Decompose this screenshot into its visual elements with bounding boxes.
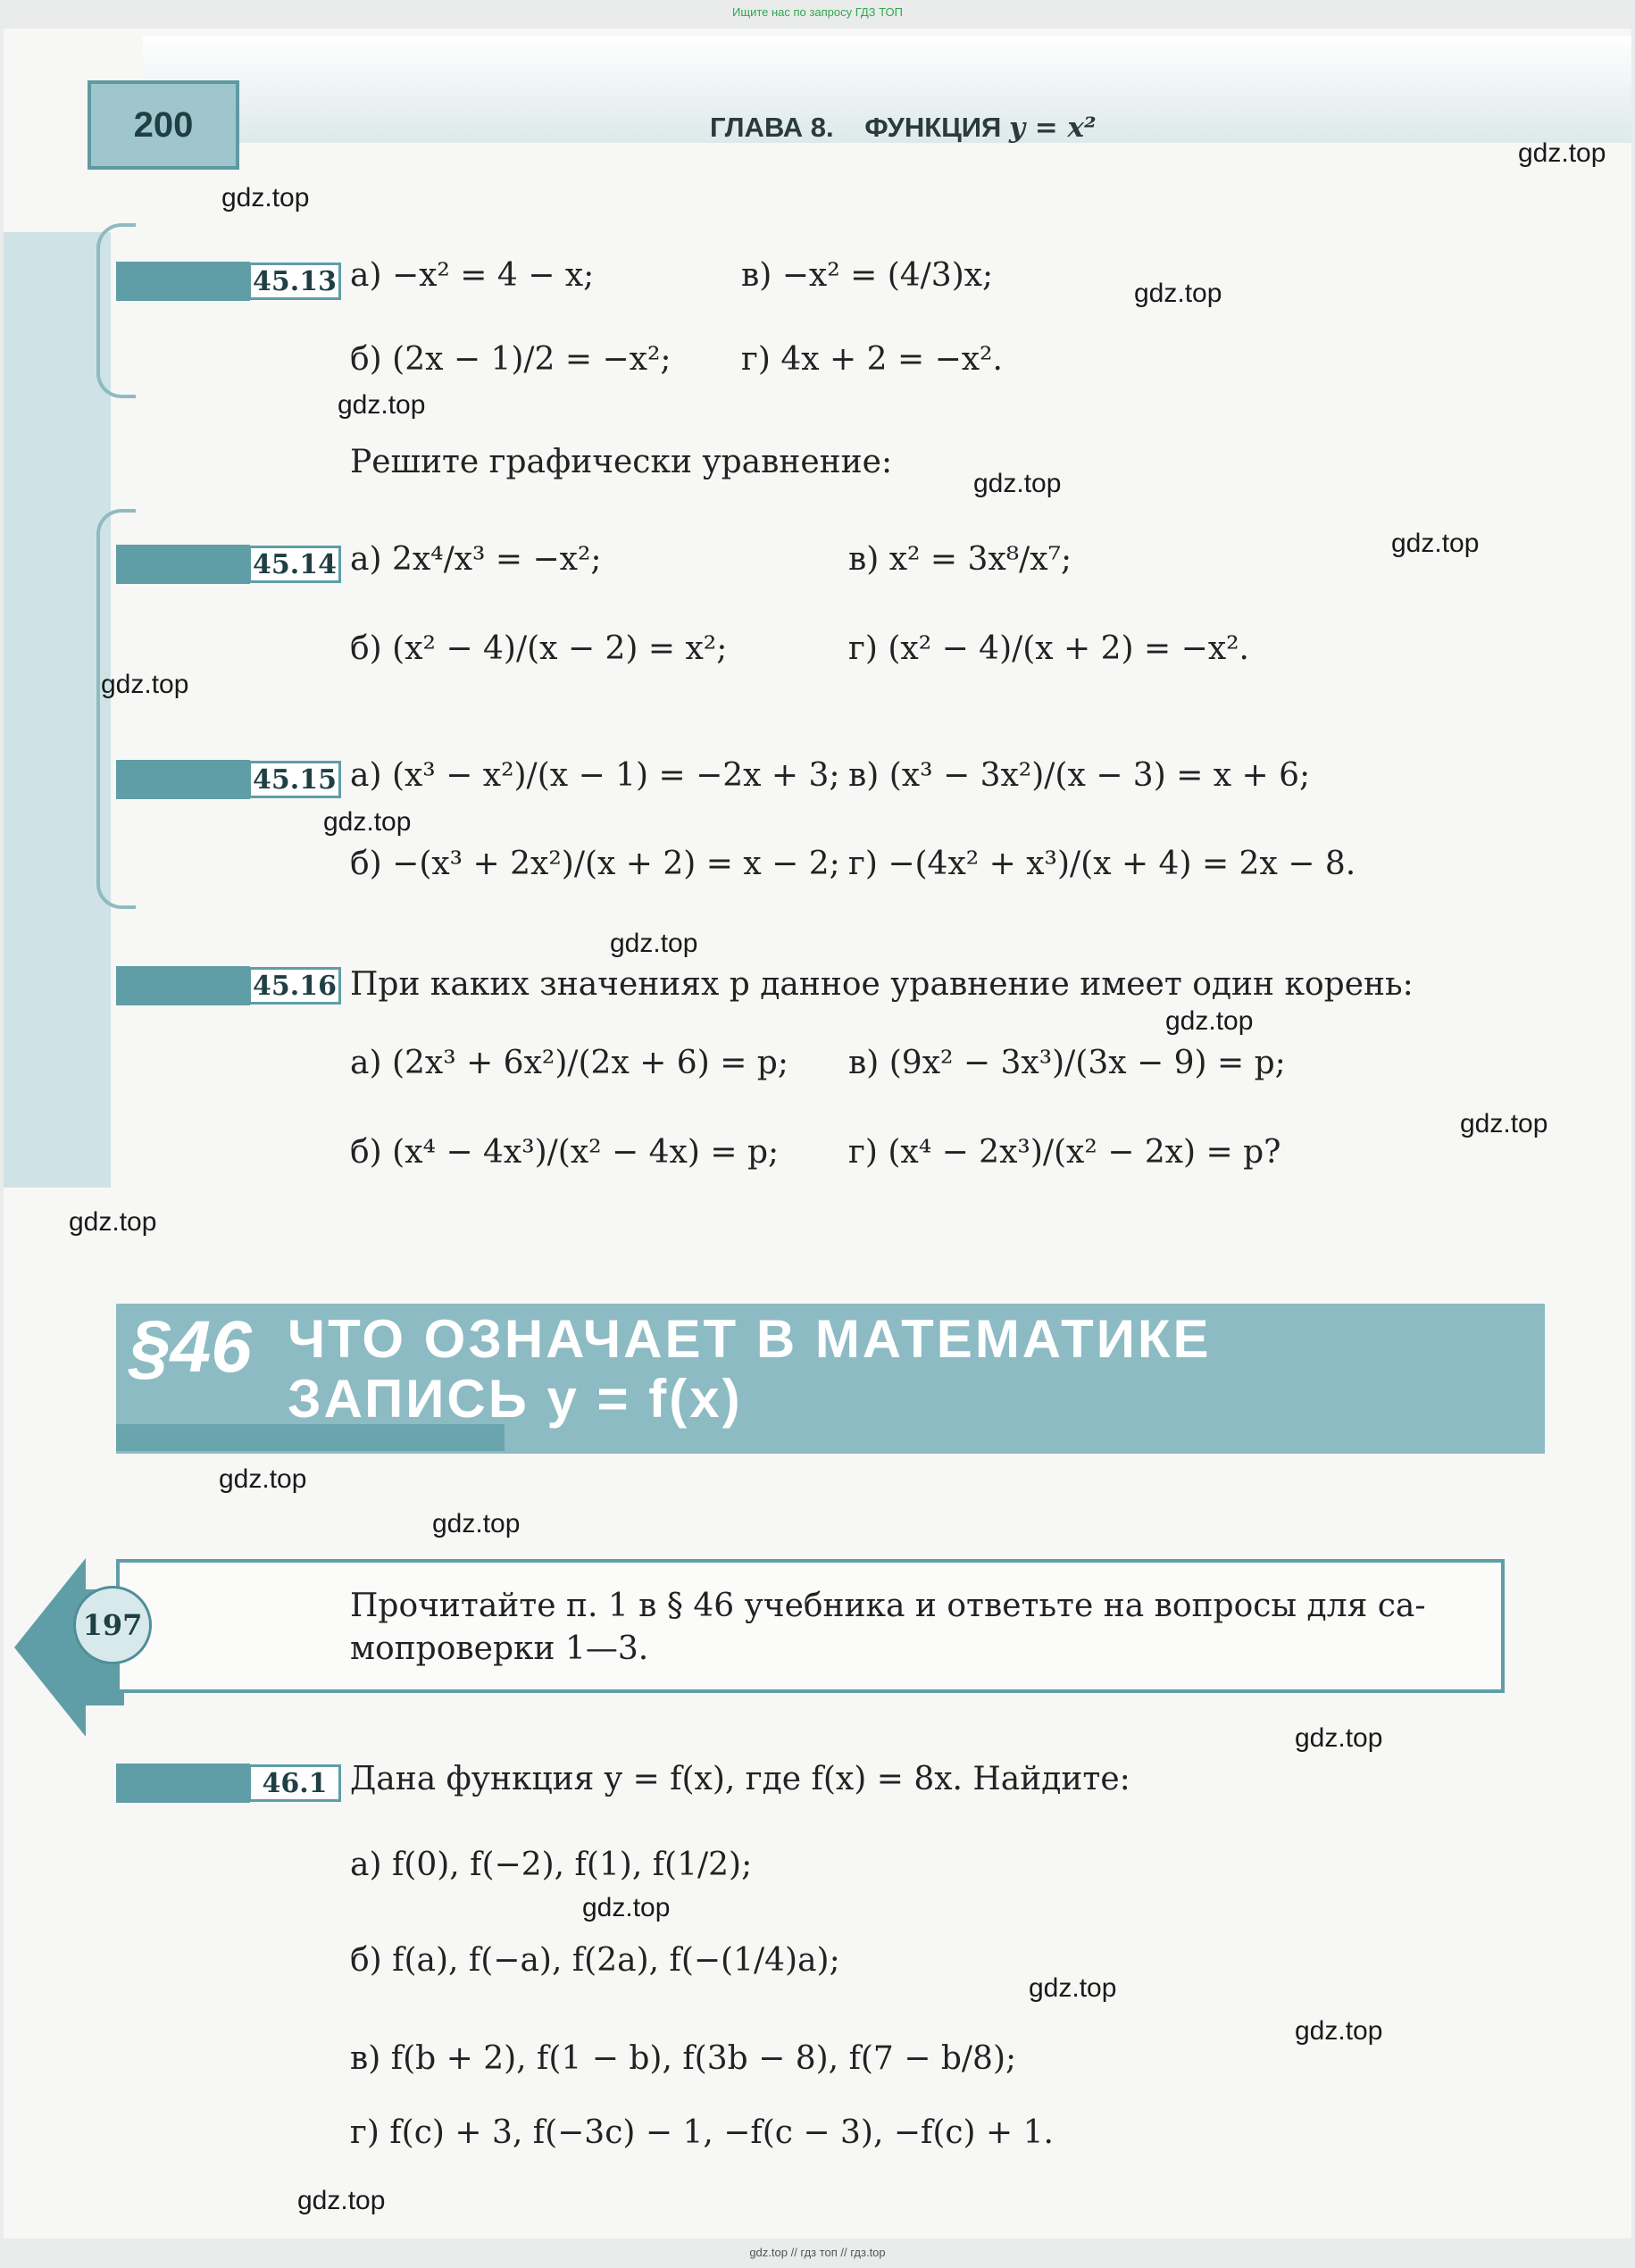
watermark: gdz.top: [1518, 138, 1606, 168]
problem-number: 46.1: [248, 1764, 341, 1802]
top-banner: Ищите нас по запросу ГДЗ ТОП: [732, 5, 903, 19]
instruction-text: Решите графически уравнение:: [350, 444, 893, 480]
tag-bar: [116, 1764, 250, 1803]
watermark: gdz.top: [69, 1207, 157, 1237]
watermark: gdz.top: [610, 929, 698, 958]
watermark: gdz.top: [1460, 1109, 1548, 1138]
problem-part-a: а) 2x⁴/x³ = −x²;: [350, 541, 602, 578]
problem-number: 45.16: [248, 967, 341, 1005]
problem-part-v: в) x² = 3x⁸/x⁷;: [848, 541, 1072, 578]
problem-part-g: г) −(4x² + x³)/(x + 4) = 2x − 8.: [848, 846, 1356, 882]
problem-part-g: г) (x⁴ − 2x³)/(x² − 2x) = p?: [848, 1134, 1281, 1171]
watermark: gdz.top: [1134, 279, 1222, 308]
watermark: gdz.top: [338, 390, 426, 420]
watermark: gdz.top: [297, 2186, 386, 2215]
task-text-line1: Прочитайте п. 1 в § 46 учебника и ответьте на вопросы для са-: [350, 1588, 1426, 1624]
problem-number: 45.15: [248, 761, 341, 798]
problem-part-g: г) 4x + 2 = −x².: [741, 341, 1003, 378]
watermark: gdz.top: [101, 670, 189, 699]
problem-part-v: в) (9x² − 3x³)/(3x − 9) = p;: [848, 1045, 1286, 1081]
section-title-line1: ЧТО ОЗНАЧАЕТ В МАТЕМАТИКЕ: [288, 1309, 1212, 1369]
watermark: gdz.top: [582, 1893, 671, 1922]
group-bracket: [96, 223, 136, 398]
problem-part-a: а) f(0), f(−2), f(1), f(1/2);: [350, 1847, 753, 1883]
task-text-line2: мопроверки 1—3.: [350, 1630, 649, 1667]
task-number: 197: [73, 1586, 152, 1664]
watermark: gdz.top: [221, 183, 310, 213]
function-formula: y = x²: [1008, 112, 1097, 144]
section-title-line2: ЗАПИСЬ y = f(x): [288, 1369, 743, 1429]
problem-number: 45.13: [248, 263, 341, 300]
watermark: gdz.top: [1029, 1973, 1117, 2003]
function-label: ФУНКЦИЯ: [864, 112, 1002, 143]
problem-part-g: г) f(c) + 3, f(−3c) − 1, −f(c − 3), −f(c) + 1.: [350, 2114, 1054, 2151]
problem-part-a: а) (2x³ + 6x²)/(2x + 6) = p;: [350, 1045, 788, 1081]
problem-part-v: в) f(b + 2), f(1 − b), f(3b − 8), f(7 − b/8);: [350, 2040, 1017, 2077]
tag-bar: [116, 760, 250, 799]
bottom-banner: gdz.top // гдз топ // гдз.top: [749, 2246, 886, 2259]
problem-part-v: в) −x² = (4/3)x;: [741, 257, 994, 294]
tag-bar: [116, 262, 250, 301]
watermark: gdz.top: [1391, 529, 1480, 558]
watermark: gdz.top: [1165, 1006, 1254, 1036]
left-margin-band: [4, 232, 111, 1188]
problem-part-v: в) (x³ − 3x²)/(x − 3) = x + 6;: [848, 757, 1311, 794]
arrow-left-icon: [14, 1558, 86, 1737]
problem-part-b: б) (2x − 1)/2 = −x²;: [350, 341, 672, 378]
watermark: gdz.top: [219, 1464, 307, 1494]
tag-bar: [116, 545, 250, 584]
problem-text: При каких значениях p данное уравнение имеет один корень:: [350, 966, 1414, 1003]
problem-part-b: б) −(x³ + 2x²)/(x + 2) = x − 2;: [350, 846, 840, 882]
chapter-title: [710, 112, 1097, 144]
watermark: gdz.top: [432, 1509, 521, 1538]
page-number: 200: [88, 80, 239, 170]
problem-part-b: б) (x² − 4)/(x − 2) = x²;: [350, 630, 728, 667]
watermark: gdz.top: [973, 469, 1062, 498]
tag-bar: [116, 966, 250, 1005]
task-box: [116, 1559, 1505, 1693]
problem-part-a: а) −x² = 4 − x;: [350, 257, 595, 294]
watermark: gdz.top: [323, 807, 412, 837]
problem-number: 45.14: [248, 546, 341, 583]
problem-text: Дана функция y = f(x), где f(x) = 8x. Найдите:: [350, 1761, 1130, 1797]
chapter-label: ГЛАВА 8.: [710, 112, 834, 143]
section-number: §46: [129, 1306, 252, 1388]
problem-part-g: г) (x² − 4)/(x + 2) = −x².: [848, 630, 1249, 667]
problem-part-b: б) (x⁴ − 4x³)/(x² − 4x) = p;: [350, 1134, 780, 1171]
problem-part-b: б) f(a), f(−a), f(2a), f(−(1/4)a);: [350, 1942, 840, 1979]
problem-part-a: а) (x³ − x²)/(x − 1) = −2x + 3;: [350, 757, 840, 794]
watermark: gdz.top: [1295, 2016, 1383, 2046]
watermark: gdz.top: [1295, 1723, 1383, 1753]
